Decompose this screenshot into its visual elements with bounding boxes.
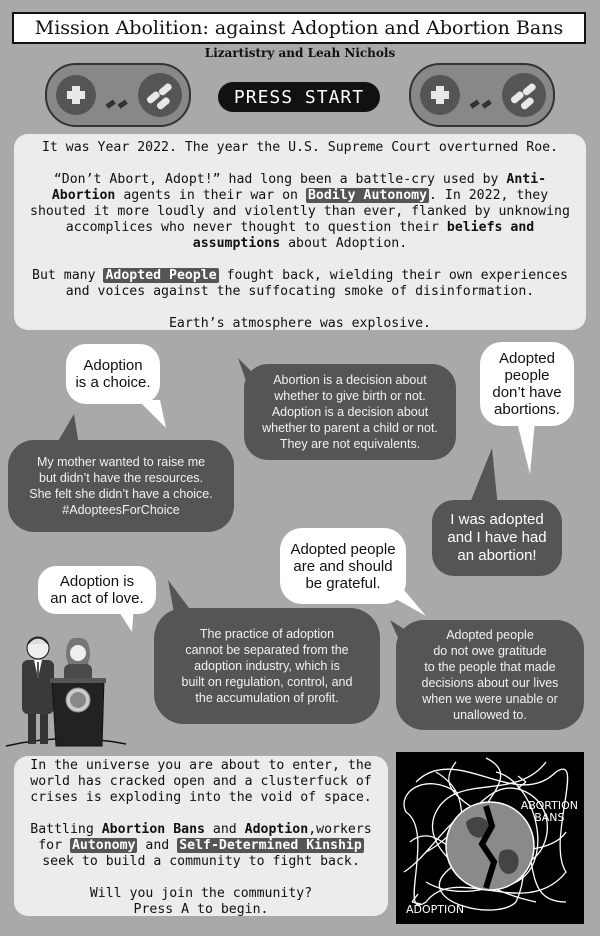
- bubble-mother: My mother wanted to raise me but didn’t have the resources. She felt she didn’t have a choice. #AdopteesForChoice: [8, 440, 234, 532]
- intro-paragraph-3: But many Adopted People fought back, wielding their own experiences and voices against the suffocating smoke of disinformation.: [32, 268, 568, 299]
- bubble-decision: Abortion is a decision about whether to give birth or not. Adoption is a decision about whether to parent a child or not. They are not equivalents.: [244, 364, 456, 460]
- intro-panel: [14, 134, 586, 330]
- authors: Lizartistry and Leah Nichols: [204, 46, 396, 60]
- label-adoption: ADOPTION: [406, 903, 465, 916]
- globe-illustration: [396, 752, 584, 924]
- bubble-gratitude: Adopted people do not owe gratitude to the people that made decisions about our lives when we were unable or unallowed to.: [396, 620, 584, 730]
- bubble-tail: [130, 400, 170, 430]
- press-start-label: PRESS START: [233, 86, 365, 108]
- podium-seal-icon: [70, 692, 86, 708]
- outro-paragraph-1: In the universe you are about to enter, the world has cracked open and a clusterfuck of crises is exploding into the void of space.: [30, 758, 372, 805]
- bubble-act-of-love: Adoption is an act of love.: [38, 566, 156, 614]
- label-abortion-bans: ABORTION BANS: [520, 799, 578, 824]
- outro-paragraph-2: Battling Abortion Bans and Adoption,workers for Autonomy and Self-Determined Kinship seek to build a community to fight back.: [30, 822, 372, 869]
- globe-icon: [396, 752, 584, 924]
- bubble-industry: The practice of adoption cannot be separated from the adoption industry, which is built on regulation, control, and the accumulation of profit.: [154, 608, 380, 724]
- bubble-had-abortion: I was adopted and I have had an abortion!: [432, 500, 562, 576]
- outro-panel: [14, 756, 388, 916]
- intro-line-1: It was Year 2022. The year the U.S. Supreme Court overturned Roe.: [41, 140, 559, 155]
- intro-paragraph-2: “Don’t Abort, Adopt!” had long been a battle-cry used by Anti-Abortion agents in their war on Bodily Autonomy . In 2022, they shouted it more loudly and violently than ever, flanked by unknowing accomplices who never thought to question their beliefs and assumptions about Adoption.: [30, 172, 570, 251]
- controller-icon: [44, 62, 192, 130]
- outro-paragraph-3: Will you join the community? Press A to begin.: [89, 886, 313, 917]
- press-start-button[interactable]: [218, 82, 380, 112]
- intro-line-4: Earth’s atmosphere was explosive.: [168, 316, 431, 331]
- page-title: [12, 12, 586, 44]
- controller-icon: [408, 62, 556, 130]
- bubble-no-abortions: Adopted people don’t have abortions.: [480, 342, 574, 426]
- officials-at-podium: [6, 632, 126, 752]
- bubble-adoption-choice: Adoption is a choice.: [66, 344, 160, 404]
- bubble-grateful: Adopted people are and should be grateful.: [280, 528, 406, 604]
- title-text: Mission Abolition: against Adoption and Abortion Bans: [34, 17, 564, 39]
